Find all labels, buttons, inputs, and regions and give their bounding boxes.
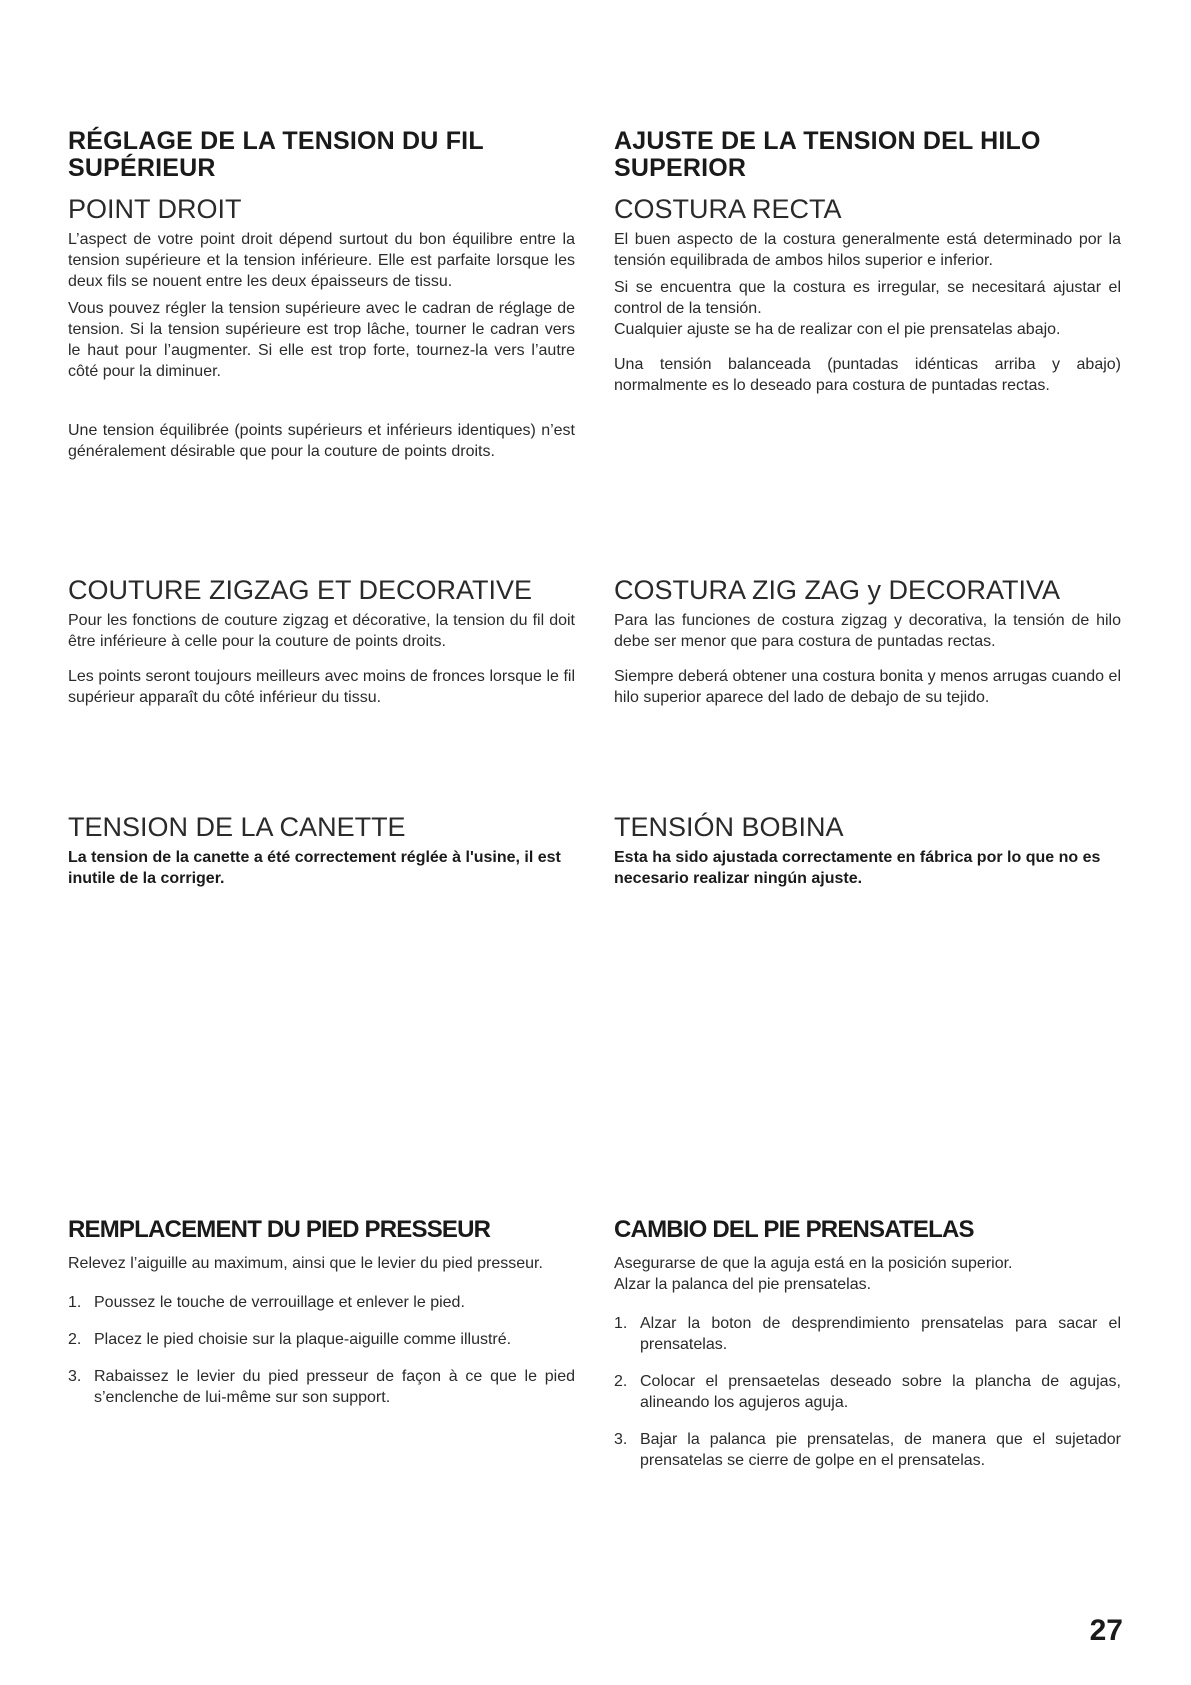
es-zigzag-section <box>614 575 1121 708</box>
spanish-column <box>614 128 1121 396</box>
fr-zigzag-p2: Les points seront toujours meilleurs avec moins de fronces lorsque le fil supérieur apparaît du côté inférieur du tissu. <box>68 668 575 706</box>
fr-straight-p1: L’aspect de votre point droit dépend surtout du bon équilibre entre la tension supérieure et la tension inférieure. Elle est parfaite lorsque les deux fils se nouent entre les deux épaisseurs de tissu. <box>68 231 575 290</box>
fr-zigzag-p1: Pour les fonctions de couture zigzag et décorative, la tension du fil doit être inférieure à celle pour la couture de points droits. <box>68 612 575 650</box>
french-column <box>68 128 575 462</box>
es-foot-heading: CAMBIO DEL PIE PRENSATELAS <box>614 1216 974 1243</box>
es-foot-steps <box>614 1313 1121 1471</box>
es-zigzag-p2: Siempre deberá obtener una costura bonita y menos arrugas cuando el hilo superior aparece del lado de debajo de su tejido. <box>614 668 1121 706</box>
es-tension-heading-line1: AJUSTE DE LA TENSION DEL HILO <box>614 127 1041 155</box>
es-bobbin-heading: TENSIÓN BOBINA <box>614 812 844 842</box>
es-foot-intro-line1: Asegurarse de que la aguja está en la posición superior. <box>614 1255 1013 1272</box>
fr-tension-heading <box>68 128 575 182</box>
fr-foot-step-text: Rabaissez le levier du pied presseur de façon à ce que le pied s’enclenche de lui-même sur son support. <box>94 1368 575 1406</box>
es-straight-p4: Una tensión balanceada (puntadas idénticas arriba y abajo) normalmente es lo deseado para costura de puntadas rectas. <box>614 356 1121 394</box>
es-straight-heading: COSTURA RECTA <box>614 194 842 224</box>
es-bobbin-section <box>614 812 1121 889</box>
fr-straight-heading: POINT DROIT <box>68 194 242 224</box>
fr-straight-p3: Une tension équilibrée (points supérieurs et inférieurs identiques) n’est généralement désirable que pour la couture de points droits. <box>68 422 575 460</box>
es-foot-step-text: Colocar el prensaetelas deseado sobre la plancha de agujas, alineando los agujeros aguja. <box>640 1373 1121 1411</box>
es-foot-step <box>614 1429 1121 1471</box>
es-zigzag-heading: COSTURA ZIG ZAG y DECORATIVA <box>614 575 1061 605</box>
fr-foot-step <box>68 1329 575 1350</box>
es-straight-p1: El buen aspecto de la costura generalmente está determinado por la tensión equilibrada de ambos hilos superior e inferior. <box>614 231 1121 269</box>
es-straight-p3: Cualquier ajuste se ha de realizar con el pie prensatelas abajo. <box>614 321 1061 338</box>
fr-tension-heading-line1: RÉGLAGE DE LA TENSION DU FIL <box>68 127 484 155</box>
fr-foot-step-number: 3. <box>68 1368 82 1385</box>
fr-zigzag-section <box>68 575 575 708</box>
es-foot-section <box>614 1216 1121 1471</box>
es-foot-step-number: 3. <box>614 1431 628 1448</box>
fr-foot-step-text: Poussez le touche de verrouillage et enlever le pied. <box>94 1294 465 1311</box>
fr-foot-step-text: Placez le pied choisie sur la plaque-aiguille comme illustré. <box>94 1331 512 1348</box>
fr-foot-steps <box>68 1292 575 1408</box>
es-straight-p2: Si se encuentra que la costura es irregular, se necesitará ajustar el control de la tensión. <box>614 279 1121 317</box>
es-foot-step-text: Bajar la palanca pie prensatelas, de manera que el sujetador prensatelas se cierre de golpe en el prensatelas. <box>640 1431 1121 1469</box>
page-number: 27 <box>1089 1614 1123 1647</box>
fr-bobbin-heading: TENSION DE LA CANETTE <box>68 812 406 842</box>
fr-foot-intro: Relevez l’aiguille au maximum, ainsi que le levier du pied presseur. <box>68 1255 543 1272</box>
es-bobbin-text: Esta ha sido ajustada correctamente en fábrica por lo que no es necesario realizar ningún ajuste. <box>614 849 1101 887</box>
es-foot-step <box>614 1371 1121 1413</box>
es-foot-step-text: Alzar la boton de desprendimiento prensatelas para sacar el prensatelas. <box>640 1315 1121 1353</box>
fr-bobbin-text: La tension de la canette a été correctement réglée à l'usine, il est inutile de la corriger. <box>68 849 561 887</box>
fr-bobbin-section <box>68 812 575 889</box>
es-tension-heading-line2: SUPERIOR <box>614 154 747 182</box>
fr-straight-p2: Vous pouvez régler la tension supérieure avec le cadran de réglage de tension. Si la tension supérieure est trop lâche, tourner le cadran vers le haut pour l’augmenter. Si elle est trop forte, tournez-la vers l’autre côté pour la diminuer. <box>68 300 575 380</box>
fr-foot-step <box>68 1366 575 1408</box>
es-foot-step-number: 1. <box>614 1315 628 1332</box>
fr-foot-section <box>68 1216 575 1408</box>
es-zigzag-p1: Para las funciones de costura zigzag y decorativa, la tensión de hilo debe ser menor que para costura de puntadas rectas. <box>614 612 1121 650</box>
es-foot-step <box>614 1313 1121 1355</box>
es-foot-intro-line2: Alzar la palanca del pie prensatelas. <box>614 1276 872 1293</box>
fr-zigzag-heading: COUTURE ZIGZAG ET DECORATIVE <box>68 575 533 605</box>
fr-foot-step-number: 2. <box>68 1331 82 1348</box>
es-tension-heading <box>614 128 1121 182</box>
es-foot-step-number: 2. <box>614 1373 628 1390</box>
fr-foot-step-number: 1. <box>68 1294 82 1311</box>
fr-tension-heading-line2: SUPÉRIEUR <box>68 154 216 182</box>
fr-foot-step <box>68 1292 575 1313</box>
fr-foot-heading: REMPLACEMENT DU PIED PRESSEUR <box>68 1216 491 1243</box>
